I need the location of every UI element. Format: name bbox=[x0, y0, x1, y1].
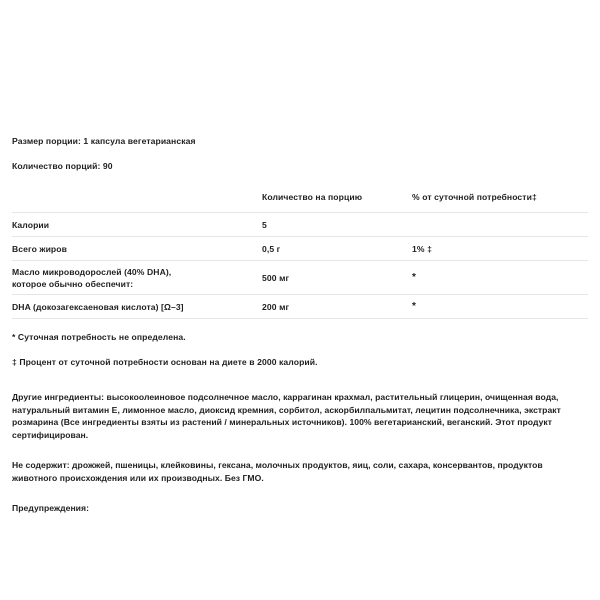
nutrient-daily-value: 1% ‡ bbox=[412, 237, 588, 261]
nutrient-daily-value bbox=[412, 213, 588, 237]
table-body bbox=[12, 213, 588, 319]
nutrition-facts-table bbox=[12, 186, 588, 319]
nutrient-name-line-1: Масло микроводорослей (40% DHA), bbox=[12, 266, 172, 277]
nutrient-name: DHA (докозагексаеновая кислота) [Ω–3] bbox=[12, 295, 262, 319]
column-header-percent-daily-value: % от суточной потребности‡ bbox=[412, 186, 588, 213]
table-row bbox=[12, 295, 588, 319]
free-from-paragraph: Не содержит: дрожжей, пшеницы, клейковины, гексана, молочных продуктов, яиц, соли, сахара, консервантов, продуктов животного происхождения или их производных. Без ГМО. bbox=[12, 460, 543, 483]
supplement-facts-panel bbox=[0, 130, 600, 514]
nutrient-name bbox=[12, 261, 262, 295]
nutrient-amount: 500 мг bbox=[262, 261, 412, 295]
footnote-daily-value-not-established: * Суточная потребность не определена. bbox=[12, 332, 186, 342]
nutrient-amount: 5 bbox=[262, 213, 412, 237]
nutrient-amount: 200 мг bbox=[262, 295, 412, 319]
servings-per-container-line: Количество порций: 90 bbox=[12, 161, 113, 171]
other-ingredients-paragraph: Другие ингредиенты: высокоолеиновое подсолнечное масло, каррагинан крахмал, растительный глицерин, очищенная вода, натуральный витамин Е, лимонное масло, диоксид кремния, сорбитол, аскорбилпальмитат, лецитин подсолнечника, экстракт розмарина (Все ингредиенты взяты из растений / минеральных источников). 100% вегетарианский, веганский. Этот продукт сертифицирован. bbox=[12, 392, 561, 440]
table-header-row bbox=[12, 186, 588, 213]
asterisk-icon: * bbox=[412, 300, 416, 312]
nutrient-name: Калории bbox=[12, 213, 262, 237]
nutrient-name-line-2: которое обычно обеспечит: bbox=[12, 278, 134, 289]
column-header-amount-per-serving: Количество на порцию bbox=[262, 186, 412, 213]
serving-size-line: Размер порции: 1 капсула вегетарианская bbox=[12, 136, 196, 146]
table-row bbox=[12, 261, 588, 295]
footnotes bbox=[12, 331, 588, 369]
nutrient-daily-value bbox=[412, 261, 588, 295]
column-header-nutrient bbox=[12, 186, 262, 213]
table-header bbox=[12, 186, 588, 213]
asterisk-icon: * bbox=[412, 271, 416, 283]
table-row bbox=[12, 237, 588, 261]
nutrient-amount: 0,5 г bbox=[262, 237, 412, 261]
nutrient-name: Всего жиров bbox=[12, 237, 262, 261]
warnings-label: Предупреждения: bbox=[12, 502, 89, 513]
nutrient-daily-value bbox=[412, 295, 588, 319]
footnote-percent-daily-value-basis: ‡ Процент от суточной потребности основан на диете в 2000 калорий. bbox=[12, 357, 318, 367]
table-row bbox=[12, 213, 588, 237]
